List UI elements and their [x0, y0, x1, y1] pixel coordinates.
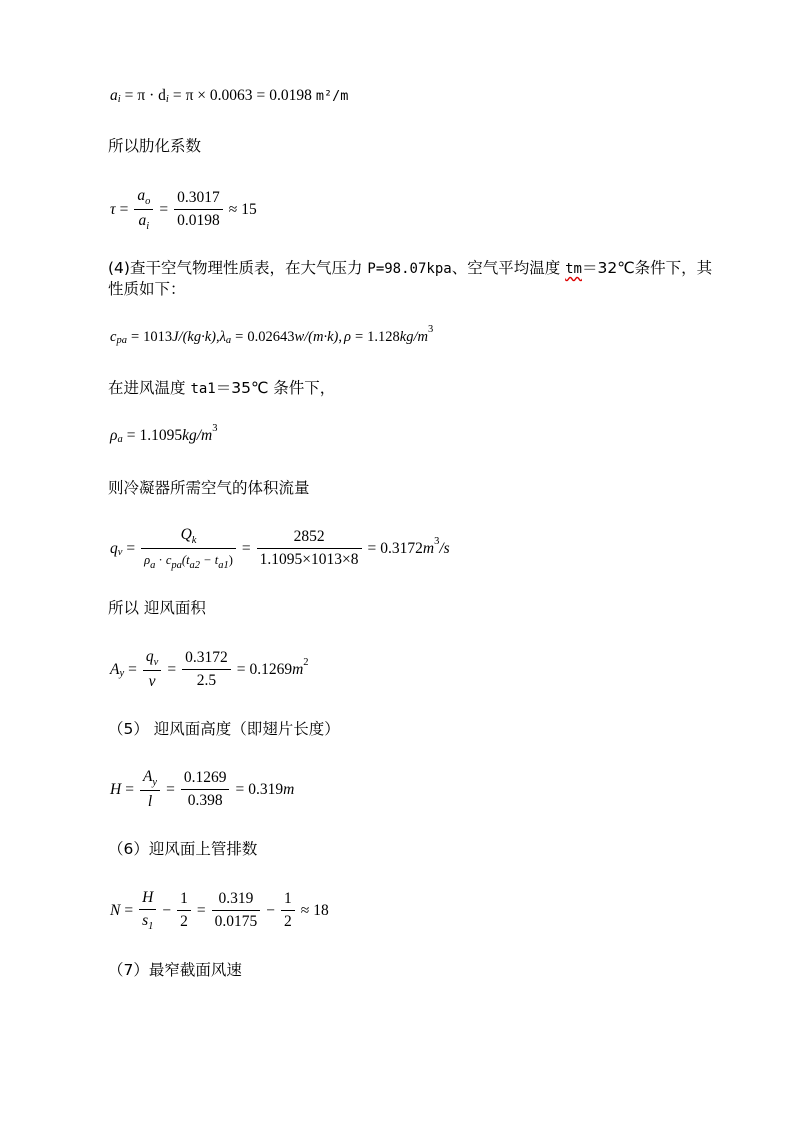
frac-numerator: 0.1269 — [183, 769, 227, 786]
eq-subscript: v — [117, 546, 123, 558]
eq-symbol: N — [110, 901, 121, 919]
eq-subscript: v — [153, 657, 159, 668]
frac-numerator: q — [145, 648, 154, 665]
equation-frontal-area: A y = $\frac{q_v}{v}$ = $\frac{0.3172}{2.5}$ = 0.1269 m 2 — [110, 648, 309, 690]
fraction — [140, 768, 160, 811]
eq-symbol: c — [110, 329, 117, 345]
eq-subscript: k — [191, 535, 197, 546]
frac-denominator: 0.0175 — [214, 913, 258, 930]
frac-denominator: 2 — [180, 913, 188, 930]
paragraph-air-properties-cont: 性质如下： — [108, 280, 186, 298]
eq-unit: m — [422, 539, 435, 557]
equation-volume-flow: q v = $\frac{Q_k}{\rho_a \cdot c_{pa}(t_{a2} - t_{a1})}$ = $\frac{2852}{1.1095\times 1013\times 8}$ = 0.3172 m 3 /s — [110, 526, 450, 571]
eq-subscript: o — [145, 196, 151, 207]
eq-unit: m — [292, 660, 304, 678]
text-run: 在进风温度 — [108, 379, 191, 397]
eq-value: 0.02643 — [247, 329, 295, 345]
eq-symbol: A — [110, 660, 120, 678]
eq-symbol: q — [110, 539, 118, 557]
eq-subscript: a — [150, 560, 156, 571]
eq-subscript: pa — [116, 335, 127, 346]
eq-result: 0.1269 — [249, 660, 293, 678]
paragraph-frontal-height: （5） 迎风面高度（即翅片长度） — [108, 720, 340, 738]
paragraph-inlet-temp — [108, 378, 335, 399]
equation-air-properties: c pa = 1013 J/(kg·k) , λ a = 0.02643 w/(m·k) , ρ = 1.128 kg/m 3 — [110, 327, 433, 347]
eq-unit: kg/m — [399, 329, 428, 345]
eq-subscript: y — [119, 667, 125, 679]
spellcheck-word: tm — [565, 261, 582, 277]
eq-subscript: 1 — [148, 921, 154, 932]
eq-exponent: 3 — [434, 535, 440, 547]
paragraph-volume-flow: 则冷凝器所需空气的体积流量 — [108, 479, 310, 497]
frac-numerator: 0.319 — [218, 890, 254, 907]
paragraph-min-section-velocity: （7）最窄截面风速 — [108, 961, 242, 979]
eq-result: 15 — [241, 200, 257, 218]
eq-result: 18 — [313, 901, 329, 919]
eq-expression: π · d — [137, 87, 166, 104]
equation-fin-area: a i = π · d i = π × 0.0063 = 0.0198 m²/m — [110, 86, 348, 106]
frac-numerator: 0.3172 — [185, 649, 228, 666]
eq-symbol: ρ — [110, 427, 118, 444]
eq-subscript: a — [117, 434, 123, 445]
frac-denominator: ρ — [144, 553, 151, 567]
eq-unit: m — [283, 780, 295, 798]
frac-denominator: l — [147, 793, 153, 810]
frac-denominator: s — [142, 912, 149, 929]
equation-inlet-density: ρ a = 1.1095 kg/m 3 — [110, 426, 217, 446]
fraction: $\frac{Q_k}{\rho_a \cdot c_{pa}(t_{a2} - t_{a1})}$ — [141, 526, 236, 571]
paragraph-air-properties — [108, 258, 712, 279]
eq-unit: m²/m — [315, 88, 349, 104]
eq-value: 1.128 — [367, 329, 400, 345]
eq-symbol: a — [110, 87, 118, 104]
fraction — [212, 890, 261, 931]
frac-denominator: 2.5 — [196, 672, 217, 689]
frac-numerator: 0.3017 — [177, 189, 220, 206]
frac-numerator: A — [142, 768, 153, 785]
paragraph-tube-rows: （6）迎风面上管排数 — [108, 840, 258, 858]
text-run: ta1 — [190, 381, 216, 397]
text-run: ＝35℃ 条件下， — [215, 379, 336, 397]
eq-exponent: 2 — [303, 656, 309, 668]
frac-numerator: 1 — [284, 890, 292, 907]
fraction — [182, 649, 231, 690]
frac-denominator: ) — [228, 553, 233, 567]
fraction — [143, 648, 161, 691]
frac-denominator: c — [165, 553, 172, 567]
eq-subscript: i — [146, 221, 150, 232]
frac-numerator: 1 — [180, 890, 188, 907]
fraction — [174, 189, 223, 230]
eq-exponent: 3 — [427, 324, 434, 335]
eq-subscript: i — [165, 94, 169, 105]
text-run: ＝32℃条件下，其 — [581, 259, 713, 277]
eq-result: 0.319 — [248, 780, 284, 798]
frac-denominator: v — [148, 673, 156, 690]
eq-symbol: H — [110, 780, 122, 798]
paragraph-frontal-area: 所以 迎风面积 — [108, 599, 206, 617]
eq-value-expression: π × 0.0063 — [185, 87, 253, 104]
fraction — [281, 890, 295, 931]
frac-denominator: 0.398 — [187, 792, 223, 809]
eq-subscript: pa — [171, 560, 182, 571]
text-run: P=98.07kpa — [367, 261, 452, 277]
fraction — [177, 890, 191, 931]
eq-subscript: i — [117, 94, 121, 105]
fraction — [139, 889, 156, 932]
fraction — [134, 187, 153, 232]
frac-denominator: 0.0198 — [177, 212, 220, 229]
paragraph-fin-ratio: 所以肋化系数 — [108, 137, 202, 155]
eq-exponent: 3 — [212, 423, 218, 434]
eq-subscript: y — [152, 777, 158, 788]
equation-tube-rows: N = $\frac{H}{s_1}$ − $\frac{1}{2}$ = $\frac{0.319}{0.0175}$ − $\frac{1}{2}$ ≈ 18 — [110, 889, 329, 932]
eq-result: 0.3172 — [380, 539, 423, 557]
text-run: 、空气平均温度 — [451, 259, 566, 277]
fraction — [257, 528, 362, 569]
text-run: (4)查干空气物理性质表，在大气压力 — [108, 259, 368, 277]
frac-denominator: (t — [181, 553, 190, 567]
eq-value: 1.1095 — [139, 427, 183, 444]
frac-numerator: a — [137, 187, 146, 204]
frac-denominator: 2 — [284, 913, 292, 930]
eq-symbol: λ — [219, 329, 226, 345]
eq-result: 0.0198 — [269, 87, 312, 104]
fraction — [181, 769, 230, 810]
eq-subscript: a1 — [218, 560, 229, 571]
frac-denominator: 1.1095×1013×8 — [259, 551, 359, 568]
frac-denominator: − t — [200, 553, 219, 567]
eq-unit: kg/m — [182, 427, 213, 444]
equation-fin-ratio: τ = $\frac{a_o}{a_i}$ = $\frac{0.3017}{0.0198}$ ≈ 15 — [110, 187, 257, 232]
eq-unit: J/(kg·k) — [172, 329, 216, 345]
eq-symbol: τ — [110, 200, 116, 218]
frac-numerator: Q — [180, 526, 192, 543]
eq-subscript: a2 — [189, 560, 201, 571]
eq-value: 1013 — [143, 329, 173, 345]
frac-numerator: 2852 — [293, 528, 325, 545]
eq-unit: w/(m·k) — [294, 329, 339, 345]
eq-subscript: a — [225, 335, 232, 346]
frac-numerator: H — [142, 889, 154, 906]
eq-unit: /s — [439, 539, 450, 557]
eq-symbol: ρ — [343, 329, 351, 345]
equation-frontal-height: H = $\frac{A_y}{l}$ = $\frac{0.1269}{0.398}$ = 0.319 m — [110, 768, 295, 810]
frac-denominator: a — [138, 212, 147, 229]
